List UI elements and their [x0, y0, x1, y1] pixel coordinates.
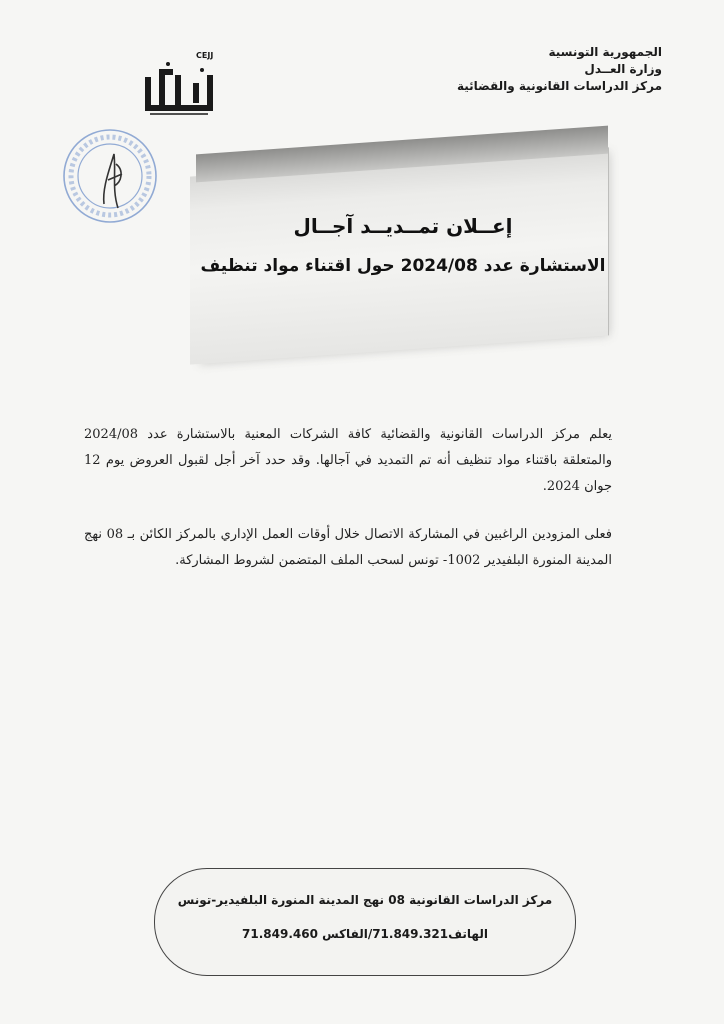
notice-banner	[190, 126, 616, 358]
letterhead-ministry: وزارة العــدل	[584, 62, 662, 76]
letterhead	[422, 44, 662, 95]
announcement-paragraph-2: فعلى المزودين الراغبين في المشاركة الاتصال خلال أوقات العمل الإداري بالمركز الكائن بـ 08 نهج المدينة المنورة البلفيدير 1002- تونس لسحب الملف المتضمن لشروط المشاركة.	[84, 527, 612, 568]
notice-subtitle: الاستشارة عدد 2024/08 حول اقتناء مواد تنظيف	[200, 256, 606, 276]
announcement-paragraph-1: يعلم مركز الدراسات القانونية والقضائية كافة الشركات المعنية بالاستشارة عدد 2024/08 والمتعلقة باقتناء مواد تنظيف أنه تم التمديد في آجالها. وقد حدد آخر أجل لقبول العروض يوم 12 جوان 2024.	[84, 427, 612, 494]
letterhead-country: الجمهورية التونسية	[548, 45, 662, 59]
center-logo	[138, 48, 220, 120]
notice-title: إعــلان تمــديــد آجــال	[293, 214, 513, 238]
letterhead-center: مركز الدراسات القانونية والقضائية	[456, 79, 662, 93]
footer-contact: الهاتف71.849.321/الفاكس 71.849.460	[242, 927, 488, 941]
footer-address: مركز الدراسات القانونية 08 نهج المدينة المنورة البلفيدير-تونس	[177, 893, 553, 907]
signature-mark	[104, 154, 122, 208]
official-stamp	[58, 124, 162, 228]
footer-address-box	[154, 868, 576, 976]
svg-text:CEJJ: CEJJ	[196, 51, 214, 60]
